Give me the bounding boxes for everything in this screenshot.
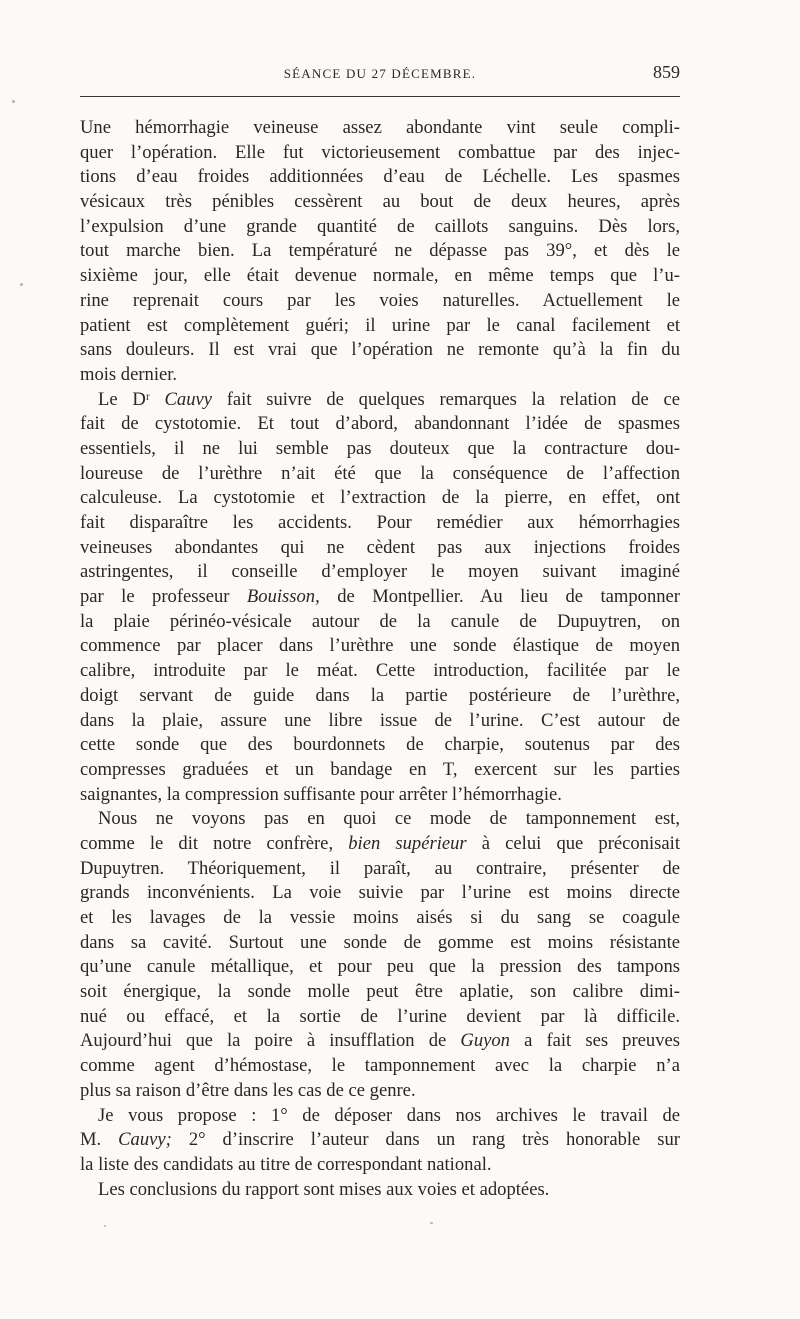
text-line: [80, 585, 680, 610]
text-run: Aujourd’hui que la poire à insufflation de: [80, 1030, 461, 1052]
text-run: de Montpellier. Au lieu de tamponner: [319, 586, 680, 608]
text-line: Je vous propose : 1° de déposer dans nos archives le travail de: [98, 1104, 680, 1126]
text-line: calibre, introduite par le méat. Cette introduction, facilitée par le: [80, 660, 680, 682]
text-line: [80, 832, 680, 857]
text-run: à celui que préconisait: [466, 832, 680, 854]
header-rule: [80, 96, 680, 97]
text-line: doigt servant de guide dans la partie postérieure de l’urèthre,: [80, 684, 680, 706]
paper-speck: [104, 1225, 106, 1227]
text-line: astringentes, il conseille d’employer le moyen suivant imaginé: [80, 561, 680, 583]
italic-name: Guyon: [460, 1030, 510, 1052]
page-number: 859: [653, 62, 680, 82]
text-line: nué ou effacé, et la sortie de l’urine devient par là difficile.: [80, 1005, 680, 1027]
text-line: loureuse de l’urèthre n’ait été que la conséquence de l’affection: [80, 462, 680, 484]
text-run: M.: [80, 1129, 119, 1151]
text-line: quer l’opération. Elle fut victorieusement combattue par des injec-: [80, 141, 680, 163]
text-line: fait de cystotomie. Et tout d’abord, abandonnant l’idée de spasmes: [80, 413, 680, 435]
text-line: qu’une canule métallique, et pour peu que la pression des tampons: [80, 956, 680, 978]
text-line: grands inconvénients. La voie suivie par l’urine est moins directe: [80, 882, 680, 904]
text-line: commence par placer dans l’urèthre une sonde élastique de moyen: [80, 635, 680, 657]
text-line: l’expulsion d’une grande quantité de caillots sanguins. Dès lors,: [80, 215, 680, 237]
text-line: la plaie périnéo-vésicale autour de la canule de Dupuytren, on: [80, 610, 680, 632]
text-line: vésicaux très pénibles cessèrent au bout de deux heures, après: [80, 191, 680, 213]
italic-name: Cauvy;: [118, 1129, 172, 1151]
text-run: par le professeur: [80, 586, 247, 608]
text-line: soit énergique, la sonde molle peut être aplatie, son calibre dimi-: [80, 981, 680, 1003]
italic-name: bien supérieur: [348, 832, 467, 854]
text-line: essentiels, il ne lui semble pas douteux que la contracture dou-: [80, 437, 680, 459]
paper-speck: [20, 283, 23, 286]
text-line: et les lavages de la vessie moins aisés si du sang se coagule: [80, 907, 680, 928]
italic-name: Bouisson,: [246, 586, 320, 608]
text-line: Nous ne voyons pas en quoi ce mode de tamponnement est,: [98, 808, 680, 830]
text-line: tout marche bien. La températuré ne dépasse pas 39°, et dès le: [80, 240, 680, 262]
text-run: comme le dit notre confrère,: [80, 832, 349, 854]
text-line: Dupuytren. Théoriquement, il paraît, au contraire, présenter de: [80, 857, 680, 879]
running-header: [80, 62, 680, 88]
text-line: Une hémorrhagie veineuse assez abondante vint seule compli-: [80, 117, 680, 138]
text-line: [80, 1029, 680, 1054]
header-title: SÉANCE DU 27 DÉCEMBRE.: [283, 66, 477, 81]
text-line: tions d’eau froides additionnées d’eau de Léchelle. Les spasmes: [80, 166, 680, 188]
text-run: 2° d’inscrire l’auteur dans un rang très honorable sur: [171, 1129, 680, 1151]
text-line: compresses graduées et un bandage en T, exercent sur les parties: [80, 758, 680, 780]
italic-name: Cauvy: [164, 388, 213, 410]
text-line: sixième jour, elle était devenue normale, en même temps que l’u-: [80, 265, 680, 287]
text-line: la liste des candidats au titre de correspondant national.: [80, 1153, 492, 1175]
text-line: cette sonde que des bourdonnets de charpie, soutenus par des: [80, 734, 680, 756]
text-run: fait suivre de quelques remarques la relation de ce: [212, 388, 680, 410]
text-line: [80, 388, 680, 413]
text-line: saignantes, la compression suffisante pour arrêter l’hémorrhagie.: [80, 783, 562, 805]
text-line: calculeuse. La cystotomie et l’extraction de la pierre, en effet, ont: [80, 487, 680, 509]
text-line: fait disparaître les accidents. Pour remédier aux hémorrhagies: [80, 512, 680, 533]
text-line: dans sa cavité. Surtout une sonde de gomme est moins résistante: [80, 931, 680, 953]
text-line: sans douleurs. Il est vrai que l’opération ne remonte qu’à la fin du: [80, 339, 680, 361]
text-line: plus sa raison d’être dans les cas de ce genre.: [80, 1079, 416, 1101]
text-line: rine reprenait cours par les voies naturelles. Actuellement le: [80, 289, 680, 311]
text-line: [80, 1128, 680, 1153]
paper-speck: [430, 1222, 433, 1224]
paper-speck: [12, 100, 15, 103]
text-line: mois dernier.: [80, 363, 178, 385]
text-line: patient est complètement guéri; il urine par le canal facilement et: [80, 314, 680, 336]
text-line: Les conclusions du rapport sont mises aux voies et adoptées.: [98, 1178, 550, 1200]
text-line: comme agent d’hémostase, le tamponnement avec la charpie n’a: [80, 1055, 680, 1077]
text-run: Le Dʳ: [98, 388, 165, 410]
text-line: veineuses abondantes qui ne cèdent pas aux injections froides: [80, 536, 680, 558]
text-line: dans la plaie, assure une libre issue de l’urine. C’est autour de: [80, 709, 680, 731]
body-text: [80, 116, 680, 1202]
text-run: a fait ses preuves: [509, 1030, 681, 1052]
